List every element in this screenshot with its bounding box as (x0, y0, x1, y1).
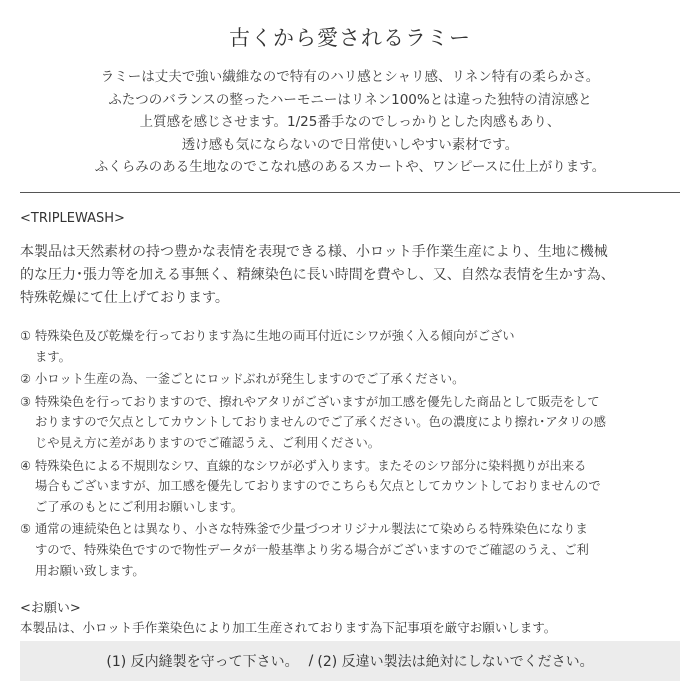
intro-line: ふくらみのある生地なのでこなれ感のあるスカートや、ワンピースに仕上がります。 (94, 159, 606, 175)
intro-line: 上質感を感じさせます。1/25番手なのでしっかりとした肉感もあり、 (139, 114, 561, 130)
body-line: 本製品は天然素材の持つ豊かな表情を表現できる様、小ロット手作業生産により、生地に機械 (20, 244, 608, 260)
request-heading: <お願い> (20, 601, 81, 616)
note-item-3 (20, 392, 684, 454)
page-title: 古くから愛されるラミー (229, 26, 471, 50)
note-line: 小ロット生産の為、一釜ごとにロッドぶれが発生しますのでご了承ください。 (35, 372, 465, 387)
request-text: 本製品は、小ロット手作業染色により加工生産されております為下記事項を厳守お願いします。 (20, 620, 557, 635)
note-line: じや見え方に差がありますのでご確認うえ、ご利用ください。 (35, 435, 381, 450)
note-line: 特殊染色による不規則なシワ、直線的なシワが必ず入ります。またそのシワ部分に染料拠りが出来る (35, 458, 587, 473)
body-line: 特殊乾燥にて仕上げております。 (20, 290, 229, 306)
note-line: ます。 (35, 349, 71, 364)
note-line: すので、特殊染色ですので物性データが一般基準より劣る場合がございますのでご確認のうえ、ご利 (35, 542, 589, 557)
intro-line: ラミーは丈夫で強い繊維なので特有のハリ感とシャリ感、リネン特有の柔らかさ。 (100, 69, 600, 85)
note-number: ④ (20, 458, 32, 473)
note-line: 特殊染色及び乾燥を行っております為に生地の両耳付近にシワが強く入る傾向がござい (35, 329, 515, 343)
triplewash-heading: <TRIPLEWASH> (20, 211, 125, 226)
rule-item-2: (2) 反違い製法は絶対にしないでください。 (317, 654, 594, 670)
note-line: ご了承のもとにご利用お願いします。 (35, 499, 244, 514)
note-item-4 (20, 456, 684, 518)
rules-banner (20, 641, 680, 681)
rule-separator: / (308, 653, 314, 669)
intro-line: ふたつのバランスの整ったハーモニーはリネン100%とは違った独特の清涼感と (108, 91, 592, 108)
notes-list (20, 326, 684, 583)
note-number: ⑤ (20, 522, 32, 537)
note-number: ② (20, 372, 32, 387)
note-line: 用お願い致します。 (35, 563, 145, 578)
intro-line: 透け感も気にならないので日常使いしやすい素材です。 (181, 136, 519, 153)
body-line: 的な圧力･張力等を加える事無く、精練染色に長い時間を費やし、又、自然な表情を生かす為、 (20, 267, 615, 283)
note-item-5 (20, 519, 684, 581)
note-line: 特殊染色を行っておりますので、擦れやアタリがございますが加工感を優先した商品として販売をして (35, 394, 600, 409)
intro-paragraph (0, 66, 700, 179)
note-item-1 (20, 326, 684, 367)
note-line: 場合もございますが、加工感を優先しておりますのでこちらも欠点としてカウントしておりませんので (35, 479, 601, 494)
note-line: おりますので欠点としてカウントしておりませんのでご了承ください。色の濃度により擦れ･アタリの感 (35, 415, 606, 430)
note-line: 通常の連続染色とは異なり、小さな特殊釜で少量づつオリジナル製法にて染めらる特殊染色になりま (35, 522, 588, 537)
section-divider (20, 192, 680, 193)
note-item-2 (20, 369, 684, 390)
note-number: ③ (20, 394, 32, 409)
note-number: ① (20, 329, 32, 343)
rule-item-1: (1) 反内縫製を守って下さい。 (106, 654, 299, 670)
triplewash-body (20, 241, 684, 310)
